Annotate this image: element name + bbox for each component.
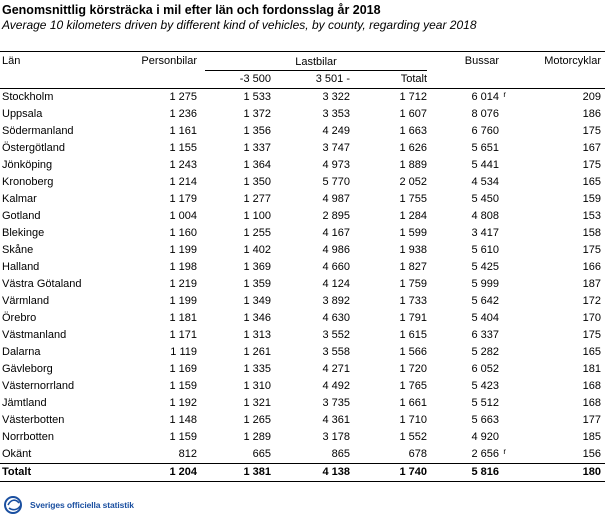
table-row (0, 293, 605, 310)
lastbilar-heavy-cell: 4 630 (322, 312, 350, 324)
lastbilar-heavy-cell: 3 735 (322, 397, 350, 409)
lastbilar-heavy-cell: 4 361 (322, 414, 350, 426)
header-motorcyklar: Motorcyklar (513, 52, 605, 72)
table-row (0, 191, 605, 208)
lastbilar-total-cell: 1 663 (399, 125, 428, 137)
bussar-cell (431, 157, 513, 174)
county-cell: Jönköping (2, 159, 53, 171)
lastbilar-total-cell: 1 284 (399, 210, 428, 222)
lastbilar-total-cell: 1 712 (399, 91, 428, 103)
county-cell: Västernorrland (2, 380, 75, 392)
lastbilar-total-cell: 1 759 (399, 278, 428, 290)
table-title: Genomsnittlig körsträcka i mil efter län och fordonsslag år 2018 (2, 3, 381, 17)
lastbilar-light-cell: 1 369 (243, 261, 271, 273)
lastbilar-total-cell: 1 661 (399, 397, 428, 409)
table-row (0, 276, 605, 293)
table-row (0, 208, 605, 225)
lastbilar-total-cell: 1 740 (354, 464, 431, 482)
bussar-cell (431, 361, 513, 378)
county-cell: Stockholm (2, 91, 54, 103)
bussar-value: 5 816 (471, 466, 500, 478)
county-cell: Östergötland (2, 142, 65, 154)
lastbilar-light-cell: 1 255 (243, 227, 271, 239)
personbilar-cell: 1 161 (169, 125, 197, 137)
county-cell: Värmland (2, 295, 50, 307)
lastbilar-heavy-cell: 4 973 (322, 159, 350, 171)
bussar-value: 5 610 (471, 244, 500, 256)
bussar-value: 5 663 (471, 414, 500, 426)
bussar-value: 5 423 (471, 380, 500, 392)
lastbilar-total-cell: 1 827 (399, 261, 428, 273)
bussar-cell (431, 174, 513, 191)
table-row (0, 140, 605, 157)
lastbilar-light-cell: 1 364 (243, 159, 271, 171)
lastbilar-light-cell: 1 335 (243, 363, 271, 375)
personbilar-cell: 1 243 (169, 159, 197, 171)
personbilar-cell: 1 214 (169, 176, 197, 188)
county-cell: Västmanland (2, 329, 67, 341)
motorcyklar-cell: 168 (582, 380, 602, 392)
revised-flag: r (503, 447, 507, 456)
lastbilar-heavy-cell: 4 660 (322, 261, 350, 273)
personbilar-cell: 1 179 (169, 193, 197, 205)
lastbilar-light-cell: 1 310 (243, 380, 271, 392)
motorcyklar-cell: 158 (582, 227, 602, 239)
county-cell: Västra Götaland (2, 278, 82, 290)
lastbilar-heavy-cell: 4 167 (322, 227, 350, 239)
lastbilar-light-cell: 1 402 (243, 244, 271, 256)
lastbilar-heavy-cell: 3 747 (322, 142, 350, 154)
bussar-value: 3 417 (471, 227, 500, 239)
table-row (0, 225, 605, 242)
table-body (0, 89, 605, 482)
table-row (0, 89, 605, 107)
mileage-table (0, 51, 605, 482)
motorcyklar-cell: 175 (582, 159, 602, 171)
lastbilar-total-cell: 1 552 (399, 431, 428, 443)
motorcyklar-cell: 177 (582, 414, 602, 426)
bussar-value: 5 441 (471, 159, 500, 171)
lastbilar-total-cell: 1 566 (399, 346, 428, 358)
lastbilar-heavy-cell: 2 895 (322, 210, 350, 222)
motorcyklar-cell: 209 (582, 91, 602, 103)
table-row (0, 378, 605, 395)
motorcyklar-cell: 181 (582, 363, 602, 375)
county-cell: Södermanland (2, 125, 74, 137)
lastbilar-total-cell: 2 052 (399, 176, 428, 188)
motorcyklar-cell: 186 (582, 108, 602, 120)
lastbilar-light-cell: 1 381 (201, 464, 275, 482)
lastbilar-light-cell: 1 277 (243, 193, 271, 205)
table-row (0, 344, 605, 361)
personbilar-cell: 812 (178, 448, 197, 460)
lastbilar-heavy-cell: 4 492 (322, 380, 350, 392)
motorcyklar-cell: 165 (582, 346, 602, 358)
bussar-cell (431, 191, 513, 208)
bussar-value: 4 534 (471, 176, 500, 188)
personbilar-cell: 1 169 (169, 363, 197, 375)
motorcyklar-cell: 156 (582, 448, 602, 460)
county-cell: Dalarna (2, 346, 41, 358)
bussar-value: 5 425 (471, 261, 500, 273)
table-row (0, 327, 605, 344)
personbilar-cell: 1 004 (169, 210, 197, 222)
lastbilar-light-cell: 1 356 (243, 125, 271, 137)
lastbilar-light-cell: 1 321 (243, 397, 271, 409)
header-spacer (118, 71, 201, 89)
personbilar-cell: 1 159 (169, 431, 197, 443)
personbilar-cell: 1 199 (169, 295, 197, 307)
lastbilar-light-cell: 1 372 (243, 108, 271, 120)
motorcyklar-cell: 185 (582, 431, 602, 443)
lastbilar-heavy-cell: 4 249 (322, 125, 350, 137)
bussar-cell (431, 395, 513, 412)
header-lastbilar (201, 52, 431, 72)
table-row (0, 429, 605, 446)
lastbilar-heavy-cell: 5 770 (322, 176, 350, 188)
county-cell: Jämtland (2, 397, 47, 409)
header-lastbilar-total: Totalt (354, 71, 431, 89)
county-cell: Skåne (2, 244, 34, 256)
bussar-value: 5 999 (471, 278, 500, 290)
county-cell: Kalmar (2, 193, 37, 205)
scb-logo (4, 495, 134, 515)
county-cell: Uppsala (2, 108, 43, 120)
table-row (0, 259, 605, 276)
lastbilar-light-cell: 1 100 (243, 210, 271, 222)
personbilar-cell: 1 159 (169, 380, 197, 392)
county-cell: Gävleborg (2, 363, 53, 375)
personbilar-cell: 1 192 (169, 397, 197, 409)
bussar-cell (431, 412, 513, 429)
motorcyklar-cell: 166 (582, 261, 602, 273)
bussar-value: 5 642 (471, 295, 500, 307)
table-row (0, 157, 605, 174)
lastbilar-total-cell: 1 626 (399, 142, 428, 154)
lastbilar-heavy-cell: 3 552 (322, 329, 350, 341)
bussar-cell (431, 89, 513, 107)
bussar-value: 6 052 (471, 363, 500, 375)
header-county: Län (0, 52, 118, 72)
scb-logo-text: Sveriges officiella statistik (30, 500, 134, 510)
county-cell: Kronoberg (2, 176, 54, 188)
bussar-cell (431, 225, 513, 242)
table-subtitle: Average 10 kilometers driven by different kind of vehicles, by county, regarding year 2018 (2, 18, 477, 32)
bussar-cell (431, 242, 513, 259)
lastbilar-total-cell: 1 765 (399, 380, 428, 392)
bussar-cell (431, 123, 513, 140)
lastbilar-heavy-cell: 4 986 (322, 244, 350, 256)
bussar-value: 4 808 (471, 210, 500, 222)
personbilar-cell: 1 119 (170, 346, 197, 358)
bussar-value: 5 282 (471, 346, 500, 358)
table-row (0, 106, 605, 123)
lastbilar-total-cell: 678 (408, 448, 428, 460)
lastbilar-total-cell: 1 720 (399, 363, 428, 375)
bussar-value: 6 337 (471, 329, 500, 341)
lastbilar-heavy-cell: 4 138 (275, 464, 354, 482)
lastbilar-heavy-cell: 3 178 (322, 431, 350, 443)
bussar-cell (431, 429, 513, 446)
table-row (0, 123, 605, 140)
motorcyklar-cell: 165 (582, 176, 602, 188)
lastbilar-total-cell: 1 615 (399, 329, 428, 341)
bussar-value: 5 651 (471, 142, 500, 154)
bussar-cell (431, 464, 513, 482)
county-cell: Örebro (2, 312, 37, 324)
bussar-value: 5 512 (471, 397, 500, 409)
motorcyklar-cell: 168 (582, 397, 602, 409)
lastbilar-total-cell: 1 599 (399, 227, 428, 239)
lastbilar-heavy-cell: 4 124 (322, 278, 350, 290)
motorcyklar-cell: 170 (582, 312, 602, 324)
bussar-cell (431, 327, 513, 344)
personbilar-cell: 1 155 (169, 142, 197, 154)
lastbilar-heavy-cell: 4 987 (322, 193, 350, 205)
bussar-value: 8 076 (471, 108, 500, 120)
lastbilar-light-cell: 1 350 (243, 176, 271, 188)
lastbilar-light-cell: 665 (252, 448, 271, 460)
bussar-cell (431, 344, 513, 361)
bussar-value: 5 450 (471, 193, 500, 205)
county-cell: Blekinge (2, 227, 45, 239)
header-spacer (513, 71, 605, 89)
bussar-cell (431, 106, 513, 123)
personbilar-cell: 1 204 (118, 464, 201, 482)
motorcyklar-cell: 167 (582, 142, 602, 154)
lastbilar-light-cell: 1 346 (243, 312, 271, 324)
motorcyklar-cell: 175 (582, 244, 602, 256)
bussar-value: 6 760 (471, 125, 500, 137)
motorcyklar-cell: 180 (513, 464, 605, 482)
motorcyklar-cell: 172 (582, 295, 602, 307)
header-personbilar: Personbilar (118, 52, 201, 72)
lastbilar-total-cell: 1 710 (399, 414, 428, 426)
lastbilar-total-cell: 1 755 (399, 193, 428, 205)
lastbilar-heavy-cell: 865 (331, 448, 350, 460)
header-lastbilar-light: -3 500 (201, 71, 275, 89)
motorcyklar-cell: 153 (582, 210, 602, 222)
table-row (0, 310, 605, 327)
lastbilar-heavy-cell: 4 271 (322, 363, 350, 375)
lastbilar-heavy-cell: 3 892 (322, 295, 350, 307)
table-row (0, 361, 605, 378)
lastbilar-light-cell: 1 533 (243, 91, 271, 103)
county-cell: Totalt (0, 464, 118, 482)
header-lastbilar-label: Lastbilar (205, 54, 427, 71)
lastbilar-light-cell: 1 289 (243, 431, 271, 443)
personbilar-cell: 1 199 (169, 244, 197, 256)
lastbilar-total-cell: 1 791 (399, 312, 428, 324)
table-row (0, 412, 605, 429)
bussar-cell (431, 378, 513, 395)
lastbilar-light-cell: 1 313 (243, 329, 271, 341)
table-row (0, 174, 605, 191)
header-lastbilar-heavy: 3 501 - (275, 71, 354, 89)
table-row (0, 242, 605, 259)
bussar-cell (431, 259, 513, 276)
revised-flag: r (503, 90, 507, 99)
personbilar-cell: 1 181 (169, 312, 197, 324)
motorcyklar-cell: 175 (582, 125, 602, 137)
bussar-cell (431, 293, 513, 310)
motorcyklar-cell: 159 (582, 193, 602, 205)
bussar-value: 5 404 (471, 312, 500, 324)
lastbilar-heavy-cell: 3 322 (322, 91, 350, 103)
personbilar-cell: 1 171 (169, 329, 197, 341)
county-cell: Norrbotten (2, 431, 54, 443)
lastbilar-light-cell: 1 337 (243, 142, 271, 154)
bussar-value: 6 014 (471, 91, 500, 103)
motorcyklar-cell: 187 (582, 278, 602, 290)
table-row (0, 446, 605, 464)
county-cell: Gotland (2, 210, 41, 222)
personbilar-cell: 1 219 (169, 278, 197, 290)
scb-logo-icon (4, 496, 26, 514)
header-spacer (431, 71, 513, 89)
county-cell: Västerbotten (2, 414, 65, 426)
personbilar-cell: 1 198 (169, 261, 197, 273)
total-row (0, 464, 605, 482)
county-cell: Halland (2, 261, 40, 273)
bussar-cell (431, 140, 513, 157)
lastbilar-total-cell: 1 889 (399, 159, 428, 171)
header-spacer (0, 71, 118, 89)
lastbilar-light-cell: 1 349 (243, 295, 271, 307)
lastbilar-light-cell: 1 265 (243, 414, 271, 426)
lastbilar-total-cell: 1 733 (399, 295, 428, 307)
personbilar-cell: 1 160 (169, 227, 197, 239)
lastbilar-total-cell: 1 607 (399, 108, 428, 120)
bussar-cell (431, 208, 513, 225)
lastbilar-heavy-cell: 3 353 (322, 108, 350, 120)
county-cell: Okänt (2, 448, 32, 460)
table-row (0, 395, 605, 412)
header-bussar: Bussar (431, 52, 513, 72)
bussar-cell (431, 276, 513, 293)
lastbilar-heavy-cell: 3 558 (322, 346, 350, 358)
bussar-cell (431, 446, 513, 464)
motorcyklar-cell: 175 (582, 329, 602, 341)
lastbilar-light-cell: 1 359 (243, 278, 271, 290)
personbilar-cell: 1 236 (169, 108, 197, 120)
bussar-cell (431, 310, 513, 327)
lastbilar-total-cell: 1 938 (399, 244, 428, 256)
personbilar-cell: 1 148 (169, 414, 197, 426)
bussar-value: 4 920 (471, 431, 500, 443)
personbilar-cell: 1 275 (169, 91, 197, 103)
lastbilar-light-cell: 1 261 (243, 346, 271, 358)
bussar-value: 2 656 (471, 448, 500, 460)
